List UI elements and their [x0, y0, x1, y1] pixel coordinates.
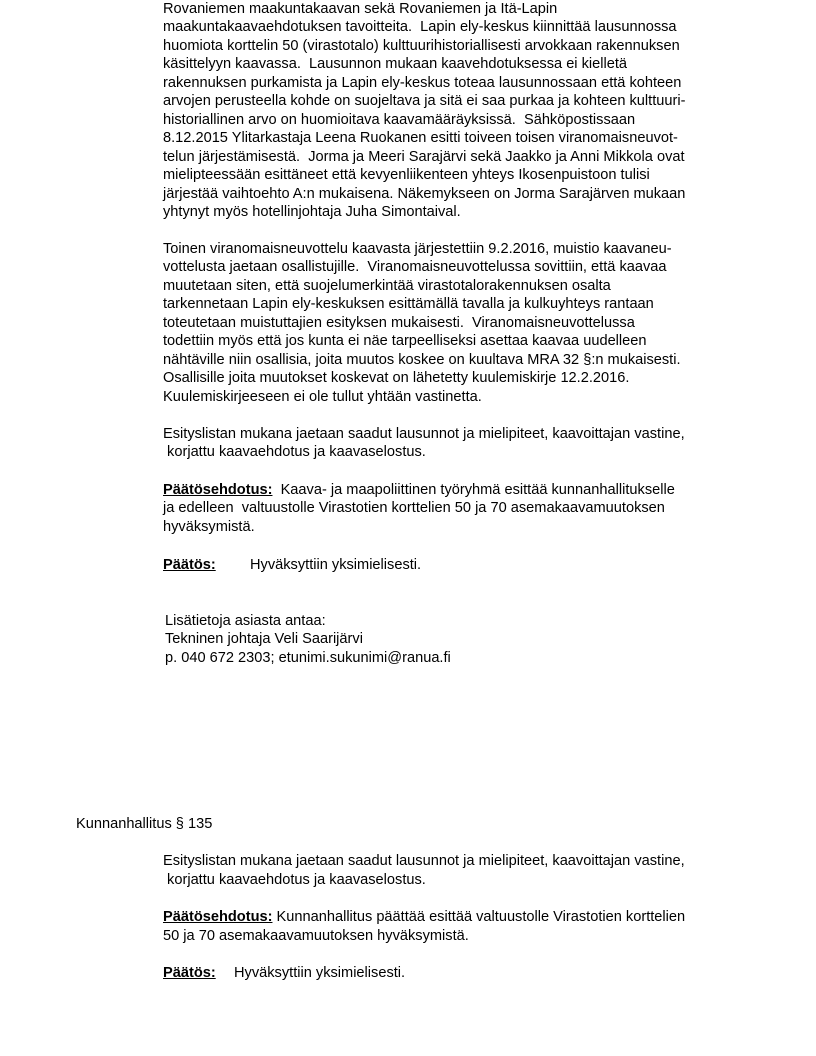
text-line: todettiin myös että jos kunta ei näe tarpeelliseksi asettaa kaavaa uudelleen: [163, 333, 647, 349]
proposal-text: Kunnanhallitus päättää esittää valtuustolle Virastotien korttelien: [272, 909, 686, 925]
text-line: Esityslistan mukana jaetaan saadut lausunnot ja mielipiteet, kaavoittajan vastine,: [163, 853, 685, 869]
text-line: tarkennetaan Lapin ely-keskuksen esittämällä tavalla ja kulkuyhteys rantaan: [163, 296, 654, 312]
text-line: [163, 908, 685, 926]
text-line: korjattu kaavaehdotus ja kaavaselostus.: [163, 872, 426, 888]
text-line: Toinen viranomaisneuvottelu kaavasta järjestettiin 9.2.2016, muistio kaavaneu-: [163, 241, 672, 257]
text-line: käsittelyyn kaavassa. Lausunnon mukaan kaavehdotuksessa ei kielletä: [163, 56, 628, 72]
decision-text: Hyväksyttiin yksimielisesti.: [250, 557, 422, 573]
proposal-label: Päätösehdotus:: [163, 482, 273, 498]
text-line: [163, 556, 216, 574]
text-line: Kuulemiskirjeeseen ei ole tullut yhtään vastinetta.: [163, 389, 482, 405]
section-heading: Kunnanhallitus § 135: [76, 816, 213, 832]
text-line: järjestää vaihtoehto A:n mukaisena. Näkemykseen on Jorma Sarajärven mukaan: [163, 186, 686, 202]
text-line: maakuntakaavaehdotuksen tavoitteita. Lapin ely-keskus kiinnittää lausunnossa: [163, 19, 677, 35]
decision-text: Hyväksyttiin yksimielisesti.: [234, 965, 406, 981]
text-line: huomiota korttelin 50 (virastotalo) kulttuurihistoriallisesti arvokkaan rakennuksen: [163, 38, 680, 54]
text-line: 50 ja 70 asemakaavamuutoksen hyväksymistä.: [163, 928, 469, 944]
text-line: historiallinen arvo on huomioitava kaavamääräyksissä. Sähköpostissaan: [163, 112, 636, 128]
text-line: rakennuksen purkamista ja Lapin ely-keskus toteaa lausunnossaan että kohteen: [163, 75, 682, 91]
text-line: mielipteessään esittäneet että kevyenliikenteen yhteys Ikosenpuistoon tulisi: [163, 167, 650, 183]
text-line: arvojen perusteella kohde on suojeltava ja sitä ei saa purkaa ja kohteen kulttuuri-: [163, 93, 686, 109]
text-line: 8.12.2015 Ylitarkastaja Leena Ruokanen esitti toiveen toisen viranomaisneuvot-: [163, 130, 678, 146]
text-line: [163, 964, 216, 982]
text-line: yhtynyt myös hotellinjohtaja Juha Simontaival.: [163, 204, 461, 220]
text-line: nähtäville niin osallisia, joita muutos koskee on kuultava MRA 32 §:n mukaisesti.: [163, 352, 681, 368]
contact-details: p. 040 672 2303; etunimi.sukunimi@ranua.fi: [165, 650, 451, 666]
proposal-label: Päätösehdotus:: [163, 909, 273, 925]
text-line: vottelusta jaetaan osallistujille. Viranomaisneuvottelussa sovittiin, että kaavaa: [163, 259, 667, 275]
decision-label: Päätös:: [163, 965, 216, 981]
contact-person: Tekninen johtaja Veli Saarijärvi: [165, 631, 363, 647]
decision-label: Päätös:: [163, 557, 216, 573]
text-line: toteutetaan muistuttajien esityksen mukaisesti. Viranomaisneuvottelussa: [163, 315, 635, 331]
proposal-text: Kaava- ja maapoliittinen työryhmä esittää kunnanhallitukselle: [272, 482, 675, 498]
text-line: muutetaan siten, että suojelumerkintää virastotalorakennuksen osalta: [163, 278, 611, 294]
text-line: Rovaniemen maakuntakaavan sekä Rovaniemen ja Itä-Lapin: [163, 1, 558, 17]
text-line: telun järjestämisestä. Jorma ja Meeri Sarajärvi sekä Jaakko ja Anni Mikkola ovat: [163, 149, 685, 165]
text-line: Osallisille joita muutokset koskevat on lähetetty kuulemiskirje 12.2.2016.: [163, 370, 630, 386]
text-line: ja edelleen valtuustolle Virastotien korttelien 50 ja 70 asemakaavamuutoksen: [163, 500, 665, 516]
text-line: [163, 481, 675, 499]
text-line: hyväksymistä.: [163, 519, 255, 535]
text-line: Esityslistan mukana jaetaan saadut lausunnot ja mielipiteet, kaavoittajan vastine,: [163, 426, 685, 442]
contact-heading: Lisätietoja asiasta antaa:: [165, 613, 326, 629]
text-line: korjattu kaavaehdotus ja kaavaselostus.: [163, 444, 426, 460]
